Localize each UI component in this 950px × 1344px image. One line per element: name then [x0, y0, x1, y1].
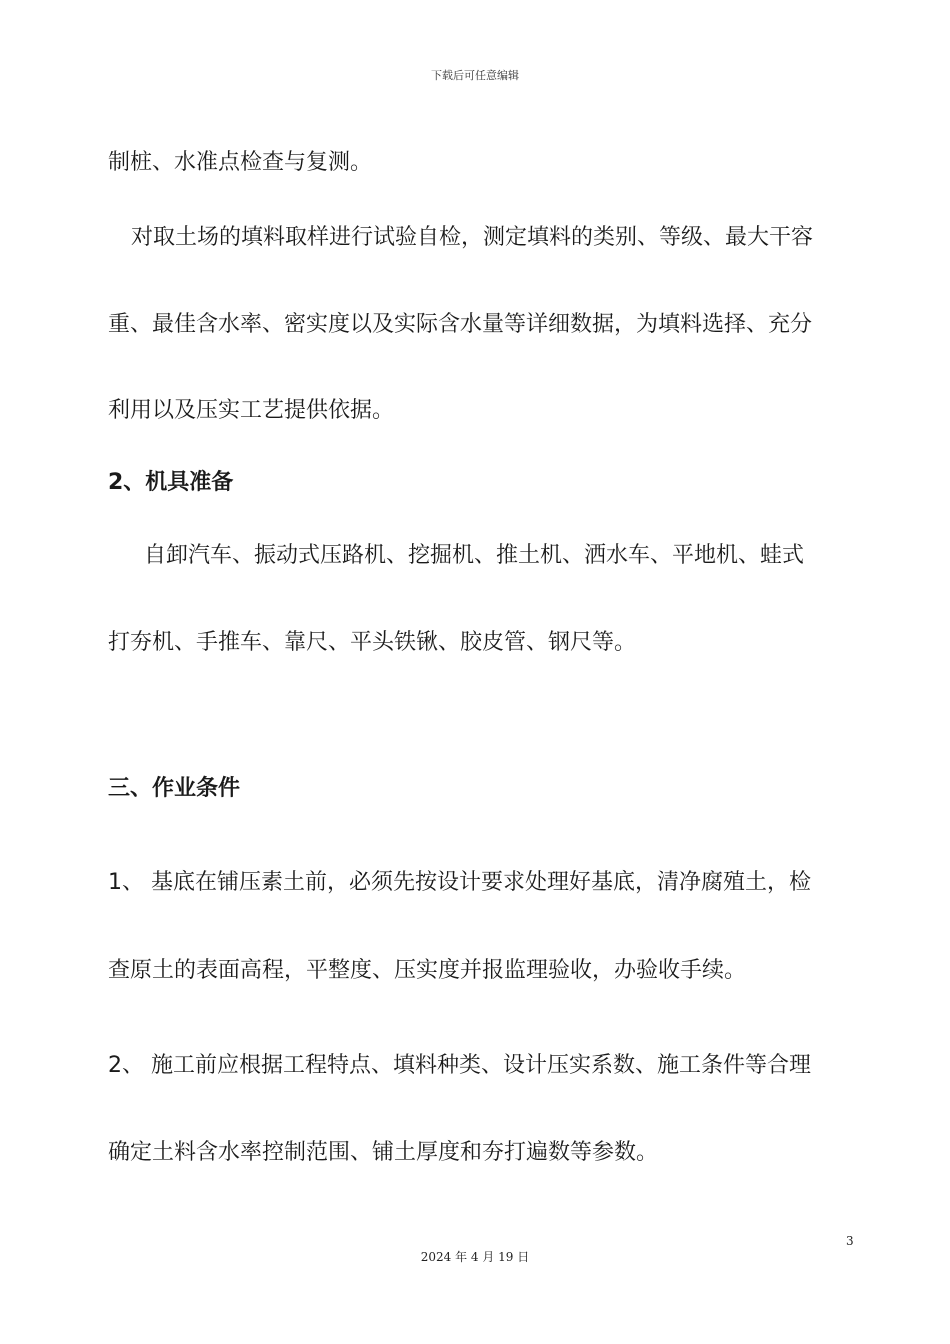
section-heading: 三、作业条件 [108, 776, 241, 801]
paragraph-line: 对取土场的填料取样进行试验自检，测定填料的类别、等级、最大干容 [131, 225, 814, 250]
paragraph-line: 打夯机、手推车、靠尺、平头铁锹、胶皮管、钢尺等。 [108, 630, 637, 655]
list-item-line: 查原土的表面高程，平整度、压实度并报监理验收，办验收手续。 [108, 958, 747, 983]
section-heading: 2、机具准备 [108, 470, 234, 495]
list-item-line: 确定土料含水率控制范围、铺土厚度和夯打遍数等参数。 [108, 1140, 659, 1165]
paragraph-line: 制桩、水准点检查与复测。 [108, 150, 373, 175]
header-note: 下载后可任意编辑 [431, 69, 519, 82]
footer-date: 2024 年 4 月 19 日 [420, 1250, 530, 1264]
page-number: 3 [846, 1234, 854, 1248]
paragraph-line: 利用以及压实工艺提供依据。 [108, 398, 395, 423]
list-item-line: 1、 基底在铺压素土前，必须先按设计要求处理好基底，清净腐殖土，检 [108, 870, 811, 895]
list-item-line: 2、 施工前应根据工程特点、填料种类、设计压实系数、施工条件等合理 [108, 1053, 811, 1078]
paragraph-line: 重、最佳含水率、密实度以及实际含水量等详细数据，为填料选择、充分 [108, 312, 813, 337]
paragraph-line: 自卸汽车、振动式压路机、挖掘机、推土机、洒水车、平地机、蛙式 [144, 543, 805, 568]
